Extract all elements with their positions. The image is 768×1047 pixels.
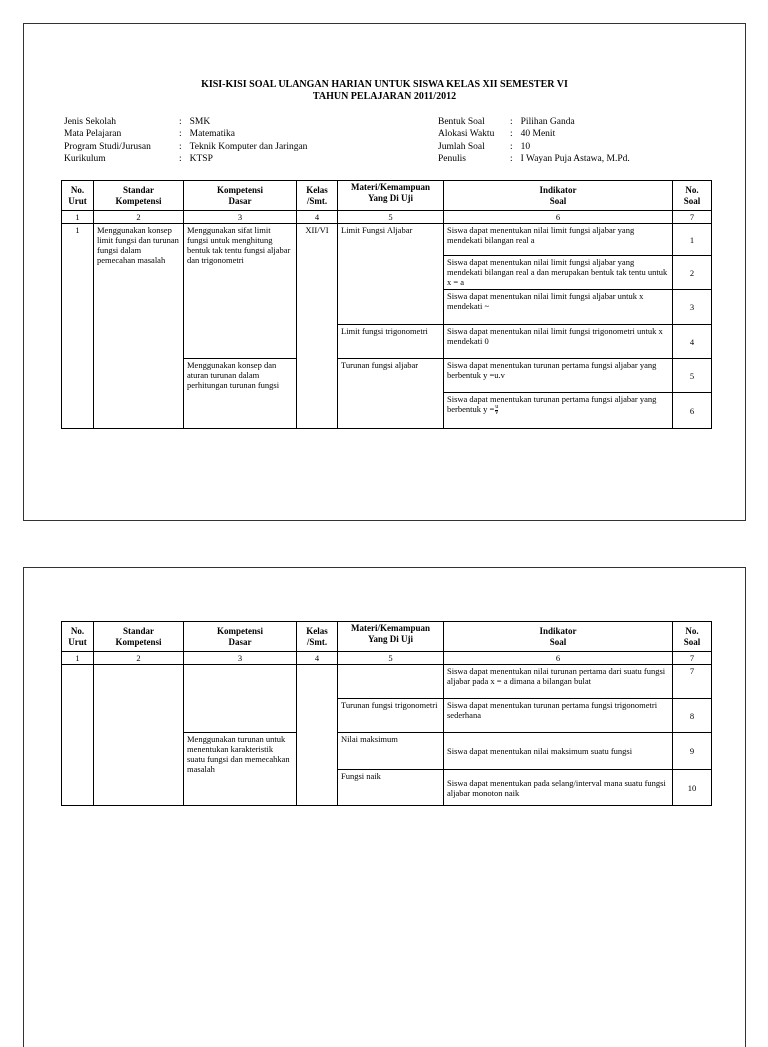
- header-indikator: Indikator Soal: [444, 622, 673, 652]
- column-number: 3: [184, 652, 297, 665]
- cell-standar-kompetensi: [94, 665, 184, 806]
- header-kompetensi-dasar: Kompetensi Dasar: [184, 622, 297, 652]
- header-no-urut: No. Urut: [62, 181, 94, 211]
- column-number: 6: [444, 211, 673, 224]
- meta-row: [438, 153, 630, 165]
- meta-value: KTSP: [189, 153, 213, 164]
- meta-label: Alokasi Waktu: [438, 129, 495, 140]
- cell-indikator: Siswa dapat menentukan nilai limit fungsi aljabar untuk x mendekati ~: [444, 290, 673, 325]
- table-row: [62, 224, 712, 256]
- meta-value: I Wayan Puja Astawa, M.Pd.: [520, 153, 630, 164]
- meta-row: [64, 141, 307, 153]
- meta-label: Jenis Sekolah: [64, 117, 116, 127]
- header-materi: Materi/Kemampuan Yang Di Uji: [338, 181, 444, 211]
- cell-no-soal: 2: [673, 256, 712, 290]
- cell-no-soal: 6: [673, 393, 712, 429]
- document-page-1: [23, 23, 746, 521]
- meta-value: Pilihan Ganda: [520, 117, 575, 127]
- meta-row: [64, 153, 307, 165]
- meta-row: [438, 128, 630, 140]
- cell-materi: Turunan fungsi trigonometri: [338, 699, 444, 733]
- meta-sep: :: [510, 141, 513, 152]
- cell-no-soal: 7: [673, 665, 712, 699]
- header-no-urut: No. Urut: [62, 622, 94, 652]
- meta-sep: :: [510, 153, 513, 164]
- meta-sep: :: [510, 117, 513, 127]
- column-number: 7: [673, 652, 712, 665]
- header-row: [62, 181, 712, 211]
- cell-materi: Turunan fungsi aljabar: [338, 359, 444, 429]
- cell-materi: Fungsi naik: [338, 770, 444, 806]
- header-no-soal: No. Soal: [673, 622, 712, 652]
- meta-value: SMK: [189, 117, 211, 127]
- header-no-soal: No. Soal: [673, 181, 712, 211]
- meta-label: Jumlah Soal: [438, 141, 485, 152]
- kisi-kisi-table-1: [61, 180, 712, 429]
- header-materi: Materi/Kemampuan Yang Di Uji: [338, 622, 444, 652]
- header-indikator: Indikator Soal: [444, 181, 673, 211]
- header-standar-kompetensi: Standar Kompetensi: [94, 622, 184, 652]
- cell-no-soal: 1: [673, 224, 712, 256]
- meta-row: [64, 128, 307, 140]
- cell-indikator: Siswa dapat menentukan turunan pertama fungsi trigonometri sederhana: [444, 699, 673, 733]
- meta-label: Bentuk Soal: [438, 117, 485, 127]
- meta-label: Kurikulum: [64, 153, 106, 164]
- cell-no-urut: [62, 665, 94, 806]
- doc-title-line-1: KISI-KISI SOAL ULANGAN HARIAN UNTUK SISWA KELAS XII SEMESTER VI: [201, 79, 568, 90]
- meta-value: 10: [520, 141, 531, 152]
- column-number: 6: [444, 652, 673, 665]
- meta-label: Program Studi/Jurusan: [64, 141, 151, 152]
- cell-indikator: Siswa dapat menentukan turunan pertama fungsi aljabar yang berbentuk y = $\frac{u}{v}$: [444, 393, 673, 429]
- meta-value: Teknik Komputer dan Jaringan: [189, 141, 308, 152]
- cell-kompetensi-dasar: Menggunakan konsep dan aturan turunan dalam perhitungan turunan fungsi: [184, 359, 297, 429]
- cell-kelas: [297, 665, 338, 806]
- column-number-row: [62, 211, 712, 224]
- meta-row: [64, 116, 307, 128]
- table-row: [62, 665, 712, 699]
- cell-indikator: Siswa dapat menentukan nilai limit fungsi aljabar yang mendekati bilangan real a: [444, 224, 673, 256]
- header-kelas: Kelas /Smt.: [297, 181, 338, 211]
- meta-row: [438, 116, 630, 128]
- meta-label: Mata Pelajaran: [64, 129, 122, 140]
- column-number: 4: [297, 211, 338, 224]
- cell-materi: Nilai maksimum: [338, 733, 444, 770]
- column-number: 1: [62, 652, 94, 665]
- cell-no-urut: 1: [62, 224, 94, 429]
- cell-no-soal: 10: [673, 770, 712, 806]
- cell-indikator: Siswa dapat menentukan nilai turunan pertama dari suatu fungsi aljabar pada x = a dimana a bilangan bulat: [444, 665, 673, 699]
- meta-right: [438, 116, 630, 165]
- fraction-u-over-v: $\frac{u}{v}$: [495, 403, 499, 416]
- cell-kompetensi-dasar: [184, 665, 297, 733]
- meta-sep: :: [179, 129, 182, 140]
- meta-sep: :: [179, 117, 182, 127]
- header-kompetensi-dasar: Kompetensi Dasar: [184, 181, 297, 211]
- meta-value: 40 Menit: [520, 129, 556, 140]
- cell-materi: Limit fungsi trigonometri: [338, 325, 444, 359]
- cell-no-soal: 3: [673, 290, 712, 325]
- column-number: 1: [62, 211, 94, 224]
- cell-no-soal: 5: [673, 359, 712, 393]
- kisi-kisi-table-2: [61, 621, 712, 806]
- meta-row: [438, 141, 630, 153]
- cell-kelas: XII/VI: [297, 224, 338, 429]
- cell-indikator: Siswa dapat menentukan nilai limit fungsi trigonometri untuk x mendekati 0: [444, 325, 673, 359]
- cell-kompetensi-dasar: Menggunakan turunan untuk menentukan karakteristik suatu fungsi dan memecahkan masalah: [184, 733, 297, 806]
- meta-left: [64, 116, 307, 165]
- header-row: [62, 622, 712, 652]
- cell-materi: Limit Fungsi Aljabar: [338, 224, 444, 325]
- meta-sep: :: [179, 141, 182, 152]
- document-page-2: [23, 567, 746, 1047]
- cell-kompetensi-dasar: Menggunakan sifat limit fungsi untuk menghitung bentuk tak tentu fungsi aljabar dan trigonometri: [184, 224, 297, 359]
- meta-sep: :: [510, 129, 513, 140]
- cell-indikator: Siswa dapat menentukan pada selang/interval mana suatu fungsi aljabar monoton naik: [444, 770, 673, 806]
- meta-value: Matematika: [189, 129, 236, 140]
- cell-standar-kompetensi: Menggunakan konsep limit fungsi dan turunan fungsi dalam pemecahan masalah: [94, 224, 184, 429]
- column-number: 5: [338, 211, 444, 224]
- column-number: 5: [338, 652, 444, 665]
- meta-sep: :: [179, 153, 182, 164]
- doc-title-line-2: TAHUN PELAJARAN 2011/2012: [312, 91, 457, 102]
- header-kelas: Kelas /Smt.: [297, 622, 338, 652]
- column-number: 4: [297, 652, 338, 665]
- column-number: 7: [673, 211, 712, 224]
- cell-indikator: Siswa dapat menentukan turunan pertama fungsi aljabar yang berbentuk y =u.v: [444, 359, 673, 393]
- column-number: 3: [184, 211, 297, 224]
- cell-no-soal: 4: [673, 325, 712, 359]
- cell-indikator: Siswa dapat menentukan nilai maksimum suatu fungsi: [444, 733, 673, 770]
- meta-label: Penulis: [438, 153, 466, 164]
- cell-indikator: Siswa dapat menentukan nilai limit fungsi aljabar yang mendekati bilangan real a dan merupakan bentuk tak tentu untuk x = a: [444, 256, 673, 290]
- column-number: 2: [94, 652, 184, 665]
- cell-no-soal: 9: [673, 733, 712, 770]
- cell-no-soal: 8: [673, 699, 712, 733]
- column-number: 2: [94, 211, 184, 224]
- header-standar-kompetensi: Standar Kompetensi: [94, 181, 184, 211]
- cell-materi: [338, 665, 444, 699]
- column-number-row: [62, 652, 712, 665]
